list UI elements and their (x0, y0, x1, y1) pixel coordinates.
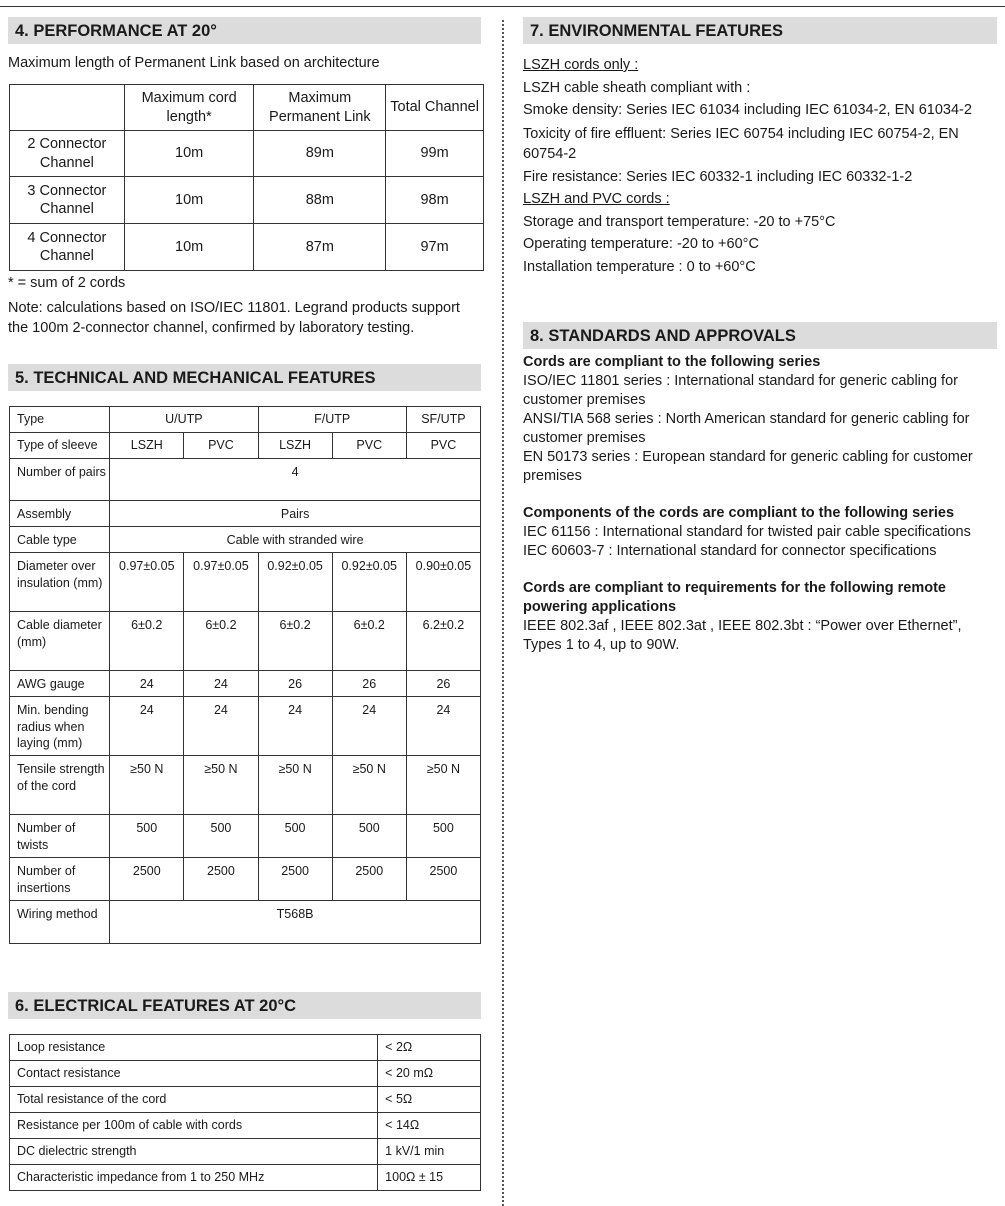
performance-header-total: Total Channel (386, 85, 484, 131)
cell-value: 0.97±0.05 (110, 553, 184, 612)
performance-note: Note: calculations based on ISO/IEC 11801. Legrand products support the 100m 2-connector channel, confirmed by laboratory testing. (8, 300, 460, 336)
row-label: Number of insertions (10, 858, 110, 901)
cell-value: 26 (258, 671, 332, 697)
type-futp: F/UTP (258, 407, 406, 433)
environmental-heading: 7. ENVIRONMENTAL FEATURES (523, 17, 997, 44)
standards-group2-heading: Components of the cords are compliant to the following series (523, 505, 955, 521)
cell-value: 2500 (406, 858, 480, 901)
cell-value: 24 (258, 697, 332, 756)
row-label: Number of pairs (10, 459, 110, 501)
table-row (10, 858, 481, 901)
cell-value: 88m (254, 177, 386, 224)
sleeve-cell: LSZH (110, 433, 184, 459)
row-label: Type of sleeve (10, 433, 110, 459)
cell-value: 26 (332, 671, 406, 697)
cell-value: 24 (332, 697, 406, 756)
cell-value: 24 (406, 697, 480, 756)
cell-value: 89m (254, 131, 386, 177)
row-label: Resistance per 100m of cable with cords (10, 1113, 378, 1139)
table-row (10, 756, 481, 815)
cell-value: 24 (110, 671, 184, 697)
cell-value: 500 (184, 815, 258, 858)
cell-value: 500 (258, 815, 332, 858)
type-uutp: U/UTP (110, 407, 258, 433)
cell-value: ≥50 N (406, 756, 480, 815)
table-row (10, 612, 481, 671)
top-rule (0, 6, 1005, 7)
standards-line: ANSI/TIA 568 series : North American standard for generic cabling for customer premises (523, 411, 970, 446)
row-label: DC dielectric strength (10, 1139, 378, 1165)
env-line: Operating temperature: -20 to +60°C (523, 236, 759, 252)
row-label: Cable type (10, 527, 110, 553)
cell-value: 10m (124, 131, 254, 177)
environmental-body (523, 54, 993, 278)
row-label: 4 Connector Channel (10, 224, 125, 271)
cell-value: 6±0.2 (110, 612, 184, 671)
cell-value: 24 (184, 671, 258, 697)
table-row (10, 697, 481, 756)
env-line: Toxicity of fire effluent: Series IEC 60754 including IEC 60754-2, EN 60754-2 (523, 125, 959, 162)
row-label: Assembly (10, 501, 110, 527)
cell-value: 4 (110, 459, 481, 501)
cell-value: Pairs (110, 501, 481, 527)
row-label: Contact resistance (10, 1061, 378, 1087)
cell-value: 500 (406, 815, 480, 858)
performance-header-cord: Maximum cord length* (124, 85, 254, 131)
performance-table (9, 84, 484, 271)
standards-group1-heading: Cords are compliant to the following series (523, 354, 821, 370)
standards-group3-heading: Cords are compliant to requirements for the following remote powering applications (523, 580, 946, 615)
cell-value: ≥50 N (332, 756, 406, 815)
cell-value: 6±0.2 (332, 612, 406, 671)
cell-value: 2500 (258, 858, 332, 901)
row-label: Loop resistance (10, 1035, 378, 1061)
table-row (10, 224, 484, 271)
cell-value: 2500 (110, 858, 184, 901)
cell-value: 87m (254, 224, 386, 271)
cell-value: < 2Ω (378, 1035, 481, 1061)
cell-value: 10m (124, 224, 254, 271)
env-line: Installation temperature : 0 to +60°C (523, 258, 756, 275)
cell-value: ≥50 N (110, 756, 184, 815)
cell-value: 24 (184, 697, 258, 756)
cell-value: T568B (110, 901, 481, 944)
cell-value: 26 (406, 671, 480, 697)
sleeve-cell: PVC (184, 433, 258, 459)
row-label: Type (10, 407, 110, 433)
performance-header-blank (10, 85, 125, 131)
cell-value: 2500 (332, 858, 406, 901)
table-row (10, 815, 481, 858)
table-row (10, 1061, 481, 1087)
performance-heading: 4. PERFORMANCE AT 20° (8, 17, 481, 44)
performance-footnote: * = sum of 2 cords (8, 275, 126, 291)
table-row (10, 1165, 481, 1191)
cell-value: 1 kV/1 min (378, 1139, 481, 1165)
table-row (10, 177, 484, 224)
standards-heading: 8. STANDARDS AND APPROVALS (523, 322, 997, 349)
row-label: Min. bending radius when laying (mm) (10, 697, 110, 756)
row-label: 2 Connector Channel (10, 131, 125, 177)
cell-value: 6±0.2 (258, 612, 332, 671)
standards-line: IEC 61156 : International standard for twisted pair cable specifications (523, 524, 971, 540)
cell-value: < 20 mΩ (378, 1061, 481, 1087)
cell-value: 0.92±0.05 (258, 553, 332, 612)
row-label: Total resistance of the cord (10, 1087, 378, 1113)
standards-line: IEEE 802.3af , IEEE 802.3at , IEEE 802.3bt : “Power over Ethernet”, Types 1 to 4, up to 90W. (523, 618, 962, 653)
technical-table (9, 406, 481, 944)
row-label: Wiring method (10, 901, 110, 944)
cell-value: 97m (386, 224, 484, 271)
cell-value: 99m (386, 131, 484, 177)
env-line: LSZH cable sheath compliant with : (523, 79, 751, 96)
sleeve-cell: PVC (406, 433, 480, 459)
cell-value: 0.97±0.05 (184, 553, 258, 612)
cell-value: ≥50 N (258, 756, 332, 815)
table-row (10, 553, 481, 612)
cell-value: 100Ω ± 15 (378, 1165, 481, 1191)
cell-value: 24 (110, 697, 184, 756)
row-label: 3 Connector Channel (10, 177, 125, 224)
row-label: Diameter over insulation (mm) (10, 553, 110, 612)
cell-value: ≥50 N (184, 756, 258, 815)
standards-line: ISO/IEC 11801 series : International standard for generic cabling for customer premises (523, 373, 958, 408)
cell-value: 500 (332, 815, 406, 858)
sleeve-cell: LSZH (258, 433, 332, 459)
row-label: AWG gauge (10, 671, 110, 697)
cell-value: 6±0.2 (184, 612, 258, 671)
cell-value: Cable with stranded wire (110, 527, 481, 553)
standards-body (523, 353, 993, 655)
row-label: Cable diameter (mm) (10, 612, 110, 671)
row-label: Tensile strength of the cord (10, 756, 110, 815)
row-label: Characteristic impedance from 1 to 250 MHz (10, 1165, 378, 1191)
electrical-table (9, 1034, 481, 1191)
cell-value: < 5Ω (378, 1087, 481, 1113)
type-sfutp: SF/UTP (406, 407, 480, 433)
table-row (10, 1035, 481, 1061)
standards-line: IEC 60603-7 : International standard for connector specifications (523, 543, 937, 559)
electrical-heading: 6. ELECTRICAL FEATURES AT 20°C (8, 992, 481, 1019)
cell-value: 98m (386, 177, 484, 224)
column-divider (502, 20, 504, 1206)
lszh-subheading: LSZH cords only : (523, 57, 639, 73)
table-row (10, 1113, 481, 1139)
env-line: Storage and transport temperature: -20 to +75°C (523, 213, 836, 230)
performance-header-link: Maximum Permanent Link (254, 85, 386, 131)
cell-value: 10m (124, 177, 254, 224)
standards-line: EN 50173 series : European standard for generic cabling for customer premises (523, 449, 973, 484)
table-row (10, 1139, 481, 1165)
cell-value: 6.2±0.2 (406, 612, 480, 671)
both-subheading: LSZH and PVC cords : (523, 191, 670, 207)
sleeve-cell: PVC (332, 433, 406, 459)
env-line: Smoke density: Series IEC 61034 including IEC 61034-2, EN 61034-2 (523, 102, 972, 118)
cell-value: 0.90±0.05 (406, 553, 480, 612)
cell-value: < 14Ω (378, 1113, 481, 1139)
row-label: Number of twists (10, 815, 110, 858)
table-row (10, 1087, 481, 1113)
cell-value: 0.92±0.05 (332, 553, 406, 612)
table-row (10, 131, 484, 177)
performance-intro: Maximum length of Permanent Link based on architecture (8, 55, 380, 71)
technical-heading: 5. TECHNICAL AND MECHANICAL FEATURES (8, 364, 481, 391)
cell-value: 2500 (184, 858, 258, 901)
cell-value: 500 (110, 815, 184, 858)
table-row (10, 671, 481, 697)
env-line: Fire resistance: Series IEC 60332-1 including IEC 60332-1-2 (523, 168, 913, 185)
